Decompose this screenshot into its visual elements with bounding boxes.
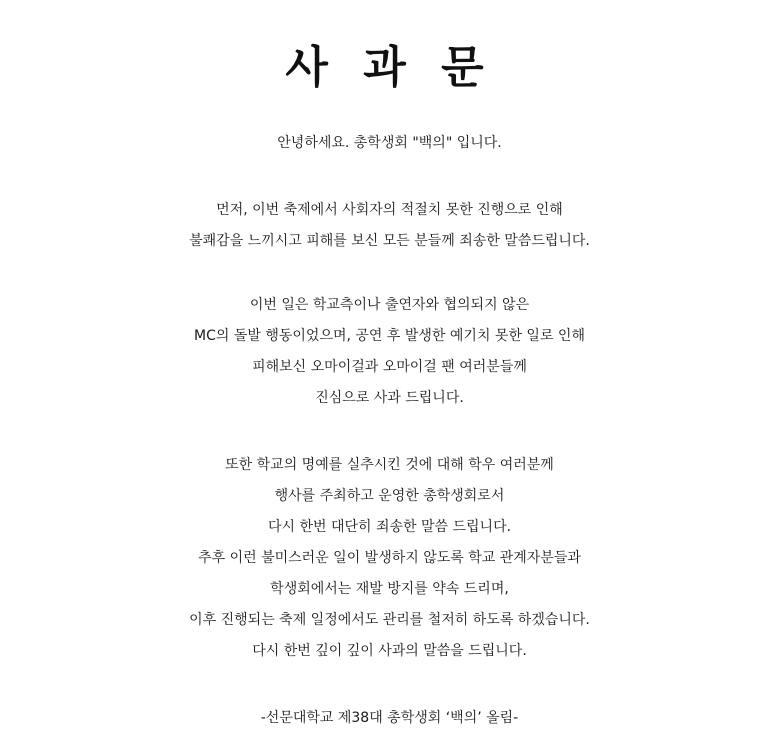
paragraph3-line-3: 다시 한번 대단히 죄송한 말씀 드립니다. xyxy=(267,519,512,535)
greeting-line: 안녕하세요. 총학생회 "백의" 입니다. xyxy=(277,135,502,151)
paragraph3-line-6: 이후 진행되는 축제 일정에서도 관리를 철저히 하도록 하겠습니다. xyxy=(189,612,590,628)
paragraph3-line-1: 또한 학교의 명예를 실추시킨 것에 대해 학우 여러분께 xyxy=(225,457,554,473)
paragraph1-line-2: 불쾌감을 느끼시고 피해를 보신 모든 분들께 죄송한 말씀드립니다. xyxy=(189,233,590,249)
paragraph3-line-4: 추후 이런 불미스러운 일이 발생하지 않도록 학교 관계자분들과 xyxy=(198,550,581,566)
paragraph3-line-7: 다시 한번 깊이 깊이 사과의 말씀을 드립니다. xyxy=(252,643,527,659)
paragraph2-line-2: MC의 돌발 행동이었으며, 공연 후 발생한 예기치 못한 일로 인해 xyxy=(194,328,585,344)
signature-line: -선문대학교 제38대 총학생회 ‘백의’ 올림- xyxy=(260,710,519,726)
paragraph2-line-1: 이번 일은 학교측이나 출연자와 협의되지 않은 xyxy=(249,297,530,313)
paragraph3-line-5: 학생회에서는 재발 방지를 약속 드리며, xyxy=(270,581,509,597)
paragraph3-line-2: 행사를 주최하고 운영한 총학생회로서 xyxy=(274,488,505,504)
paragraph2-line-4: 진심으로 사과 드립니다. xyxy=(315,390,464,406)
paragraph2-line-3: 피해보신 오마이걸과 오마이걸 팬 여러분들께 xyxy=(252,359,527,375)
document-title: 사 과 문 xyxy=(285,42,494,93)
paragraph1-line-1: 먼저, 이번 축제에서 사회자의 적절치 못한 진행으로 인해 xyxy=(216,202,563,218)
